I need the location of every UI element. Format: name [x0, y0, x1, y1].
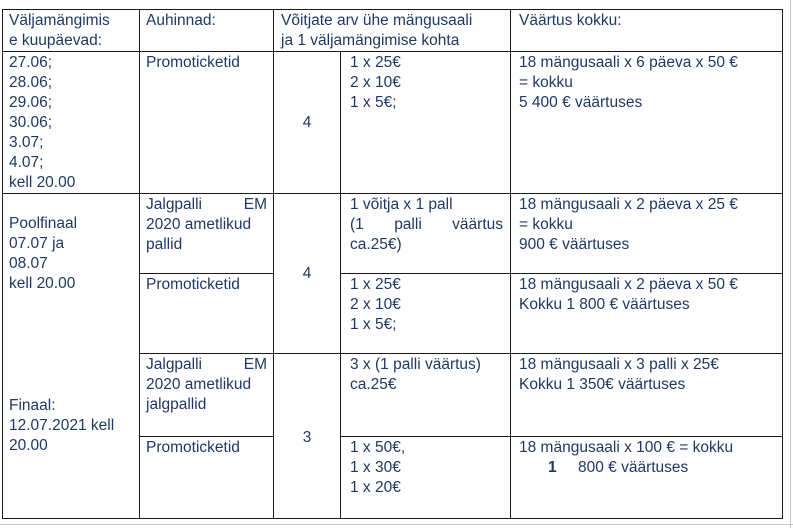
total-value: 18 mängusaali x 3 palli x 25€ Kokku 1 350€ väärtuses: [519, 356, 719, 393]
winner-line: ca.25€): [350, 236, 402, 253]
prize-name: [146, 195, 267, 255]
total-value: 18 mängusaali x 2 päeva x 25 € = kokku 900 € väärtuses: [519, 196, 738, 253]
winner-breakdown: 3 x (1 palli väärtus) ca.25€: [350, 356, 481, 393]
page-edge-guide: [790, 0, 791, 528]
row-dates: 27.06; 28.06; 29.06; 30.06; 3.07; 4.07; kell 20.00: [9, 54, 76, 191]
row-divider: [139, 436, 274, 437]
total-value: 18 mängusaali x 2 päeva x 50 € Kokku 1 800 € väärtuses: [519, 276, 738, 313]
winner-count: 4: [302, 114, 312, 131]
row-dates: Poolfinaal 07.07 ja 08.07 kell 20.00: [9, 215, 78, 292]
prize-line: 2020 ametlikud: [146, 376, 252, 393]
winner-breakdown: [350, 195, 503, 255]
row-divider: [139, 273, 274, 274]
header-winners: Võitjate arv ühe mängusaali ja 1 väljamängimise kohta: [281, 12, 473, 49]
page-edge-guide: [0, 524, 793, 525]
row-divider: [2, 193, 783, 194]
total-value-line: 18 mängusaali x 100 € = kokku: [519, 439, 734, 456]
winner-breakdown: 1 x 25€ 2 x 10€ 1 x 5€;: [350, 54, 401, 111]
table-border-top: [2, 9, 783, 10]
winner-line: 1 võitja x 1 pall: [350, 196, 453, 213]
row-divider: [139, 353, 783, 354]
row-divider: [340, 436, 783, 437]
table-border-bottom: [2, 518, 783, 519]
prize-name: Promoticketid: [146, 276, 240, 293]
total-value-line: 800 € väärtuses: [578, 459, 689, 476]
prize-line: Jalgpalli EM: [146, 196, 267, 213]
header-dates: Väljamängimis e kuupäevad:: [9, 12, 110, 49]
header-divider: [2, 51, 783, 52]
header-prizes: Auhinnad:: [146, 12, 216, 29]
prize-name: Promoticketid: [146, 54, 240, 71]
winner-line: (1 palli väärtus: [350, 216, 503, 233]
column-divider: [340, 51, 341, 519]
table-border-left: [2, 9, 3, 519]
prize-line: pallid: [146, 236, 183, 253]
winner-count: 3: [302, 429, 312, 446]
header-value: Väärtus kokku:: [519, 12, 622, 29]
winner-breakdown: 1 x 50€, 1 x 30€ 1 x 20€: [350, 439, 406, 496]
winner-count: 4: [302, 265, 312, 282]
table-border-right: [782, 9, 783, 519]
prize-line: 2020 ametlikud: [146, 216, 252, 233]
total-value: 18 mängusaali x 6 päeva x 50 € = kokku 5 400 € väärtuses: [519, 54, 738, 111]
column-divider: [510, 9, 511, 519]
row-dates: Finaal: 12.07.2021 kell 20.00: [9, 397, 115, 454]
prize-line: Jalgpalli EM: [146, 356, 267, 373]
prize-line: jalgpallid: [146, 396, 207, 413]
total-value-number: 1: [548, 459, 557, 476]
prize-name: [146, 355, 267, 415]
row-divider: [340, 273, 783, 274]
winner-breakdown: 1 x 25€ 2 x 10€ 1 x 5€;: [350, 276, 401, 333]
column-divider: [139, 9, 140, 519]
prize-name: Promoticketid: [146, 439, 240, 456]
